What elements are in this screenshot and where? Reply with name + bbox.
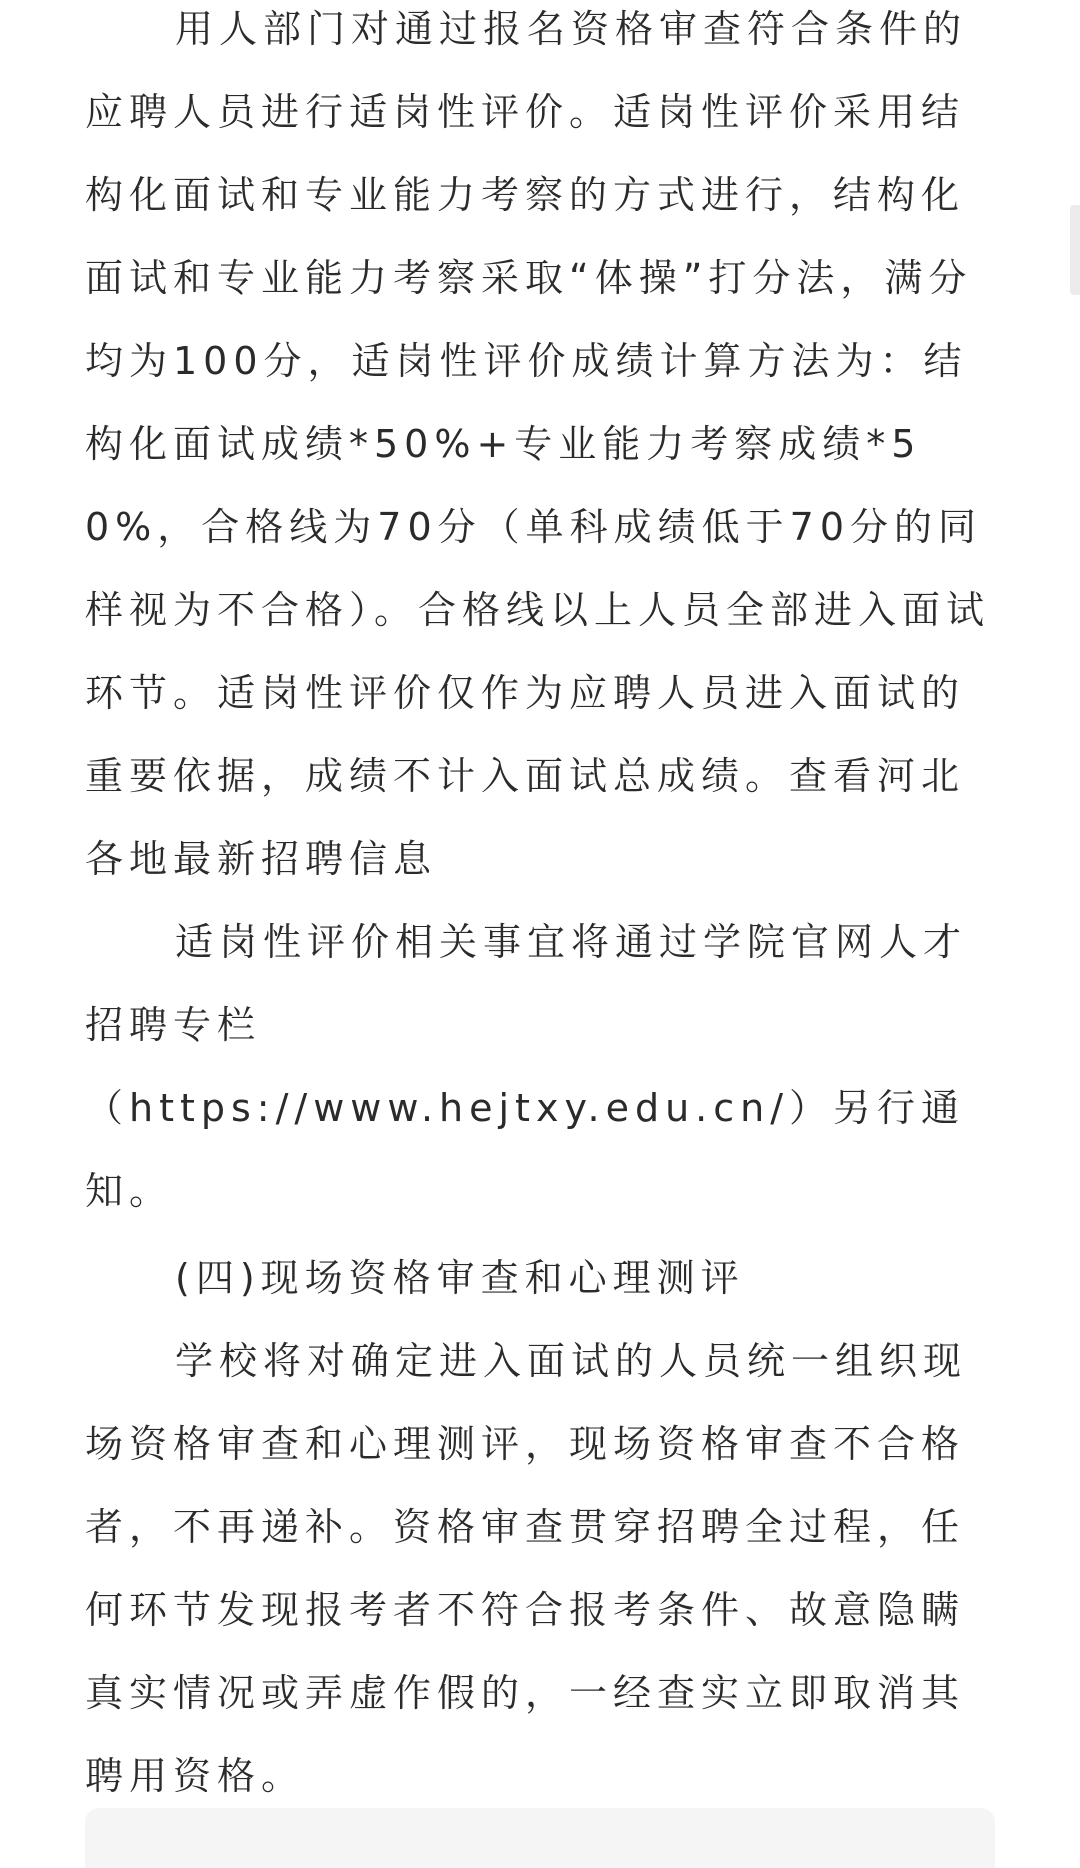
evaluation-paragraph — [85, 0, 995, 901]
article-body — [85, 0, 995, 1818]
college-website-url: （https://www.hejtxy.edu.cn/）另行通知。 — [85, 1086, 966, 1213]
section-heading: (四)现场资格审查和心理测评 — [175, 1256, 745, 1300]
edge-handle — [1070, 205, 1080, 295]
notice-paragraph — [85, 901, 995, 1233]
hebei-jobs-link[interactable]: 查看河北各地最新招聘信息 — [85, 754, 966, 881]
evaluation-text: 用人部门对通过报名资格审查符合条件的应聘人员进行适岗性评价。适岗性评价采用结构化面试和专业能力考察的方式进行，结构化面试和专业能力考察采取“体操”打分法，满分均为100分，适岗性评价成绩计算方法为：结构化面试成绩*50%+专业能力考察成绩*50%，合格线为70分（单科成绩低于70分的同样视为不合格）。合格线以上人员全部进入面试环节。适岗性评价仅作为应聘人员进入面试的重要依据，成绩不计入面试总成绩。 — [85, 7, 991, 798]
next-content-card — [85, 1808, 995, 1868]
notice-text: 适岗性评价相关事宜将通过学院官网人才招聘专栏 — [85, 920, 968, 1047]
qualification-paragraph: 学校将对确定进入面试的人员统一组织现场资格审查和心理测评，现场资格审查不合格者，不再递补。资格审查贯穿招聘全过程，任何环节发现报考者不符合报考条件、故意隐瞒真实情况或弄虚作假的，一经查实立即取消其聘用资格。 — [85, 1339, 968, 1798]
